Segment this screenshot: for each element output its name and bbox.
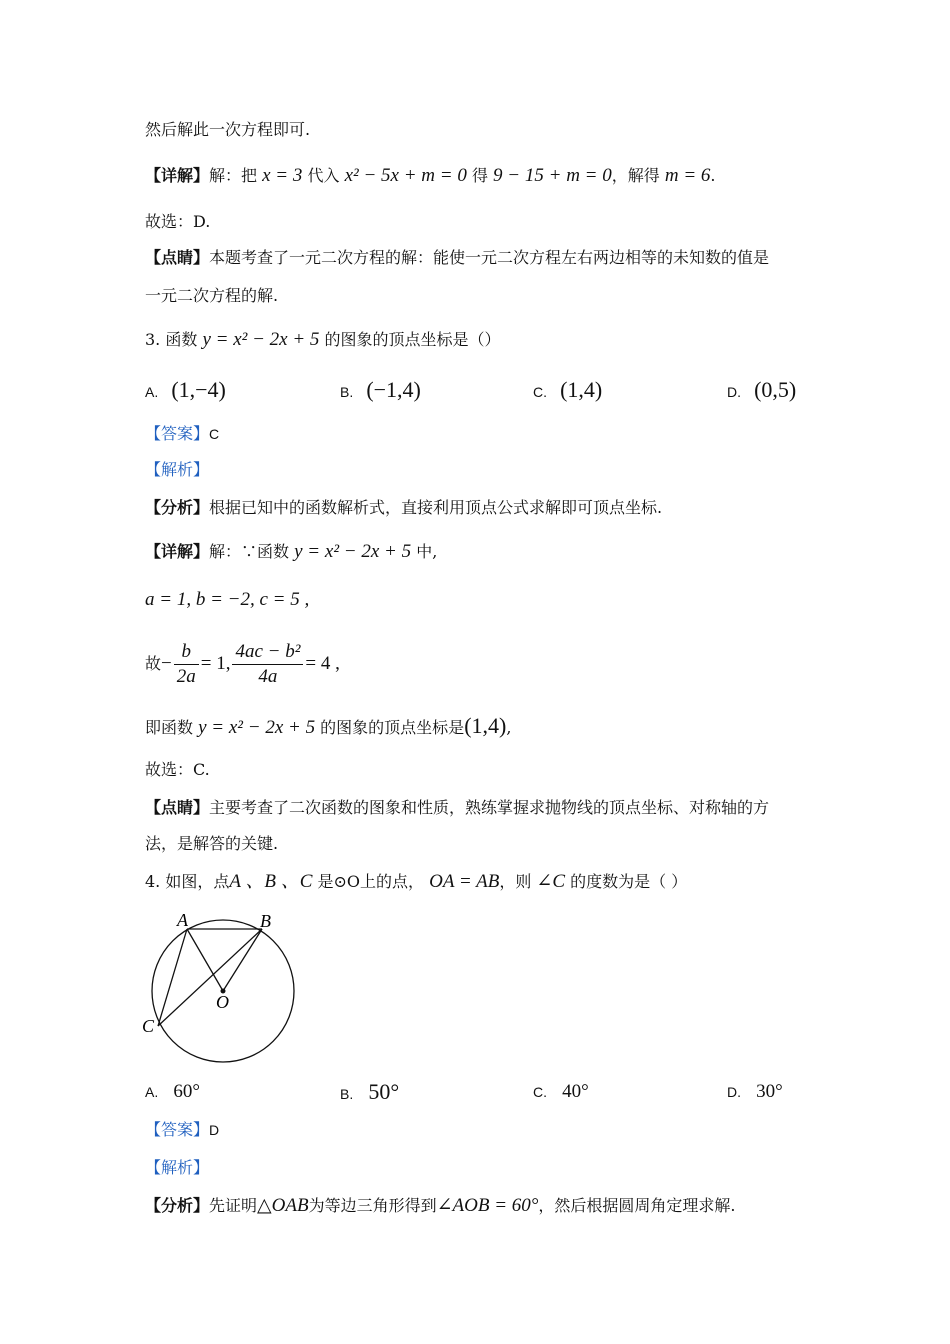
math: ∠C [536,871,566,892]
text: 然后解此一次方程即可. [145,120,311,139]
text: 一元二次方程的解. [145,286,279,305]
text: 3. 函数 [145,330,198,349]
text-line [145,118,310,142]
answer-value: D [209,1122,220,1138]
text: ，解得 [611,166,660,185]
jiexi-line [145,1156,209,1180]
q3-option-a: A. (1,−4) [145,377,226,402]
text-line [145,284,278,308]
text-line [145,588,309,612]
text: 代入 [307,166,340,185]
q3-option-c: C. (1,4) [533,377,603,402]
section-tag: 【点睛】 [145,798,210,817]
text: 为等边三角形得到 [308,1196,437,1215]
math: OA = AB [429,871,500,892]
answer-line [145,1118,219,1142]
text-line [145,164,715,188]
text: 解：∵函数 [209,542,290,561]
math: △OAB [257,1195,309,1216]
math: y = x² − 2x + 5 [198,717,316,738]
fraction: $\frac{\text{4ac − b²}}{4a}$ [232,640,303,689]
section-tag: 【详解】 [145,166,210,185]
text: ，则 [499,872,532,891]
text: 是⊙O上的点， [317,872,425,891]
text: 先证明 [209,1196,258,1215]
section-tag: 【分析】 [145,498,210,517]
text: 中, [416,542,438,561]
math: = 1, [200,653,231,674]
circle-diagram [140,908,304,1066]
math: (1,4) [464,713,507,738]
text-line [145,540,437,564]
question-3 [145,328,501,352]
q3-option-b: B. (−1,4) [340,377,421,402]
math: = 4 , [305,653,340,674]
text: 即函数 [145,718,194,737]
text: 的图象的顶点坐标是（） [324,330,501,349]
text-line [145,210,210,234]
text: 故选：C. [145,760,210,779]
segment-bc [158,929,262,1026]
answer-line [145,422,219,446]
jiexi-line [145,458,209,482]
answer-tag: 【答案】 [145,424,210,443]
text: 的图象的顶点坐标是 [320,718,465,737]
text-line [145,1194,735,1218]
math: A 、B 、C [229,871,313,892]
text: 故 [145,654,162,673]
text: 主要考查了二次函数的图象和性质，熟练掌握求抛物线的顶点坐标、对称轴的方 [209,798,770,817]
text: 法，是解答的关键. [145,834,279,853]
section-tag: 【点睛】 [145,248,210,267]
text-line [145,796,769,820]
question-4 [145,870,687,894]
text: 的度数为是（ ） [570,872,688,891]
label-c: C [142,1016,155,1036]
text: 根据已知中的函数解析式，直接利用顶点公式求解即可顶点坐标. [209,498,663,517]
text: ，然后根据圆周角定理求解. [538,1196,736,1215]
math: y = x² − 2x + 5 [202,329,320,350]
math: x² − 5x + m = 0 [344,165,467,186]
fraction: $\frac{b}{2a}$ [174,640,199,689]
text-line [145,496,662,520]
text: , [506,718,512,737]
analysis-tag: 【解析】 [145,460,210,479]
q4-option-c: C. 40° [533,1081,589,1102]
text-line [145,758,210,782]
math: x = 3 [262,165,303,186]
text: 本题考查了一元二次方程的解：能使一元二次方程左右两边相等的未知数的值是 [209,248,770,267]
section-tag: 【分析】 [145,1196,210,1215]
answer-value: C [209,426,220,442]
text: 4. 如图，点 [145,872,230,891]
text-line [145,714,511,740]
label-a: A [177,910,188,930]
text: 得 [471,166,488,185]
math: m = 6 [664,165,711,186]
math: a = 1, b = −2, c = 5 , [145,589,310,610]
text: . [710,166,716,185]
math: 9 − 15 + m = 0 [493,165,612,186]
text-line [145,832,278,856]
segment-ac [158,929,187,1026]
answer-tag: 【答案】 [145,1120,210,1139]
label-b: B [260,911,271,931]
q4-option-a: A. 60° [145,1081,200,1102]
text-line [145,246,769,270]
q4-option-b: B. 50° [340,1079,400,1104]
text: 故选：D. [145,212,211,231]
fraction-line: 故− $\frac{b}{2a}$ = 1, $\frac{\text{4ac − b²}}{4a}$ = 4 , [145,641,340,687]
q3-option-d: D. (0,5) [727,377,797,402]
math: y = x² − 2x + 5 [294,541,412,562]
section-tag: 【详解】 [145,542,210,561]
math: ∠AOB = 60° [436,1195,539,1216]
q4-option-d: D. 30° [727,1081,783,1102]
label-o: O [216,992,229,1012]
text: 解：把 [209,166,258,185]
analysis-tag: 【解析】 [145,1158,210,1177]
